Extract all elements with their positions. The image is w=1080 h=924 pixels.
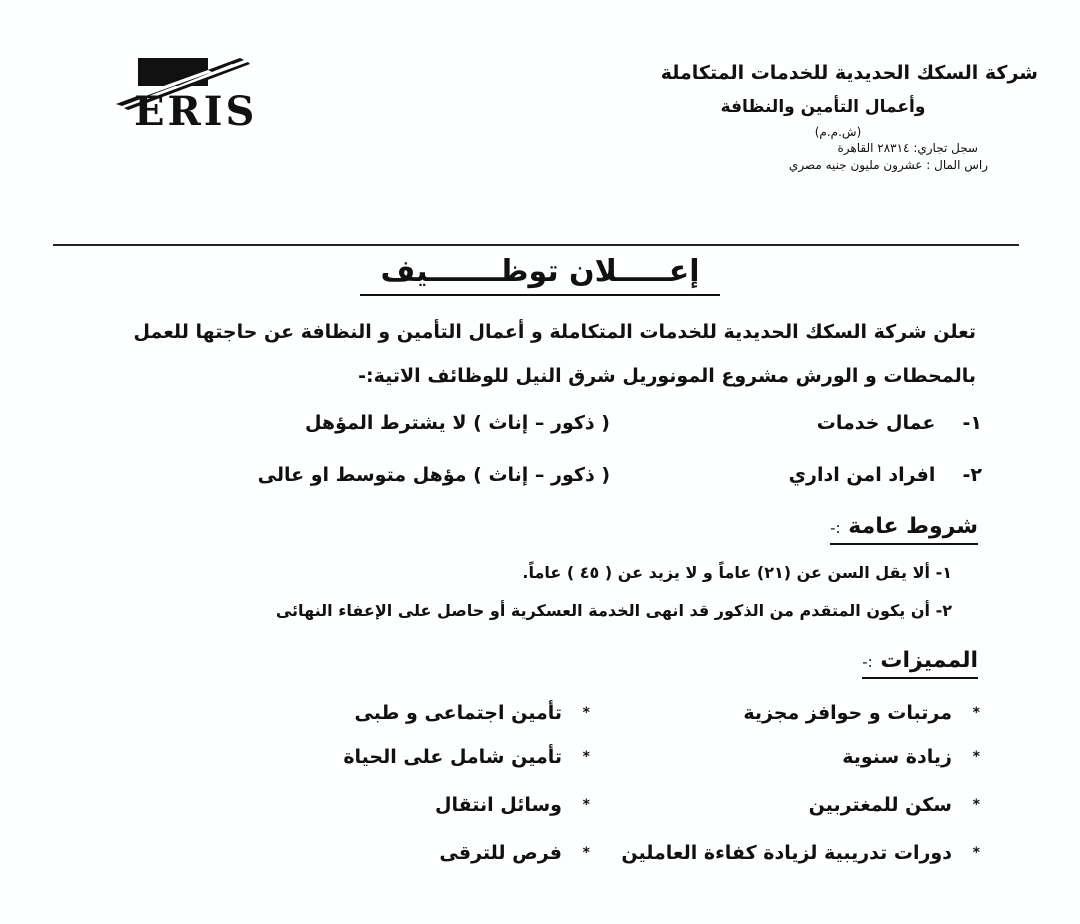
- asterisk-bullet-icon: *: [582, 749, 590, 765]
- job-requirement-2: ( ذكور – إناث ) مؤهل متوسط او عالى: [257, 464, 610, 486]
- asterisk-bullet-icon: *: [972, 845, 980, 861]
- benefit-text: فرص للترقى: [439, 842, 562, 864]
- benefit-text: سكن للمغتربين: [808, 794, 952, 816]
- benefit-item: [743, 698, 980, 728]
- commercial-register: سجل تجاري: ٢٨٣١٤ القاهرة: [837, 141, 978, 155]
- job-number: ٢-: [962, 464, 982, 486]
- company-header: [660, 58, 1038, 174]
- heading-suffix: :-: [830, 519, 841, 537]
- job-item-1: [817, 408, 982, 438]
- job-requirement-1: ( ذكور – إناث ) لا يشترط المؤهل: [304, 412, 610, 434]
- benefit-item: [439, 838, 590, 868]
- company-capital: راس المال : عشرون مليون جنيه مصري: [788, 158, 988, 172]
- benefit-text: زيادة سنوية: [842, 746, 952, 768]
- page-title: إعـــــلان توظـــــــيف: [360, 252, 720, 296]
- benefit-item: [842, 742, 980, 772]
- intro-line-1: تعلن شركة السكك الحديدية للخدمات المتكاملة و أعمال التأمين و النظافة عن حاجتها للعمل: [133, 321, 976, 343]
- company-name-line1: شركة السكك الحديدية للخدمات المتكاملة: [660, 62, 1038, 84]
- benefits-heading-text: المميزات: [880, 648, 978, 673]
- asterisk-bullet-icon: *: [972, 749, 980, 765]
- benefit-text: دورات تدريبية لزيادة كفاءة العاملين: [621, 842, 952, 864]
- benefit-text: تأمين اجتماعى و طبى: [354, 702, 562, 724]
- benefits-heading: [862, 646, 978, 679]
- benefit-text: تأمين شامل على الحياة: [343, 746, 562, 768]
- company-name-line2: وأعمال التأمين والنظافة: [720, 97, 926, 117]
- asterisk-bullet-icon: *: [582, 845, 590, 861]
- benefit-item: [355, 698, 590, 728]
- asterisk-bullet-icon: *: [582, 705, 590, 721]
- conditions-heading: [830, 512, 978, 545]
- asterisk-bullet-icon: *: [972, 705, 980, 721]
- job-title: افراد امن اداري: [788, 464, 936, 486]
- job-item-2: [789, 460, 982, 490]
- company-logo: [112, 52, 282, 135]
- benefit-item: [621, 838, 980, 868]
- conditions-heading-text: شروط عامة: [848, 514, 978, 539]
- job-title: عمال خدمات: [816, 412, 936, 434]
- logo-text: ERIS: [134, 88, 258, 135]
- benefit-text: وسائل انتقال: [434, 794, 562, 816]
- legal-form: (ش.م.م): [814, 125, 862, 139]
- benefit-item: [809, 790, 980, 820]
- benefit-text: مرتبات و حوافز مجزية: [743, 702, 952, 724]
- job-number: ١-: [962, 412, 982, 434]
- benefit-item: [343, 742, 590, 772]
- asterisk-bullet-icon: *: [972, 797, 980, 813]
- header-divider: [53, 244, 1019, 246]
- condition-item-1: ١- ألا يقل السن عن (٢١) عاماً و لا يزيد عن ( ٤٥ ) عاماً.: [522, 563, 952, 582]
- benefit-item: [435, 790, 590, 820]
- asterisk-bullet-icon: *: [582, 797, 590, 813]
- intro-line-2: بالمحطات و الورش مشروع المونوريل شرق النيل للوظائف الاتية:-: [358, 365, 976, 387]
- condition-item-2: ٢- أن يكون المتقدم من الذكور قد انهى الخدمة العسكرية أو حاصل على الإعفاء النهائى: [275, 601, 952, 620]
- heading-suffix: :-: [862, 653, 873, 671]
